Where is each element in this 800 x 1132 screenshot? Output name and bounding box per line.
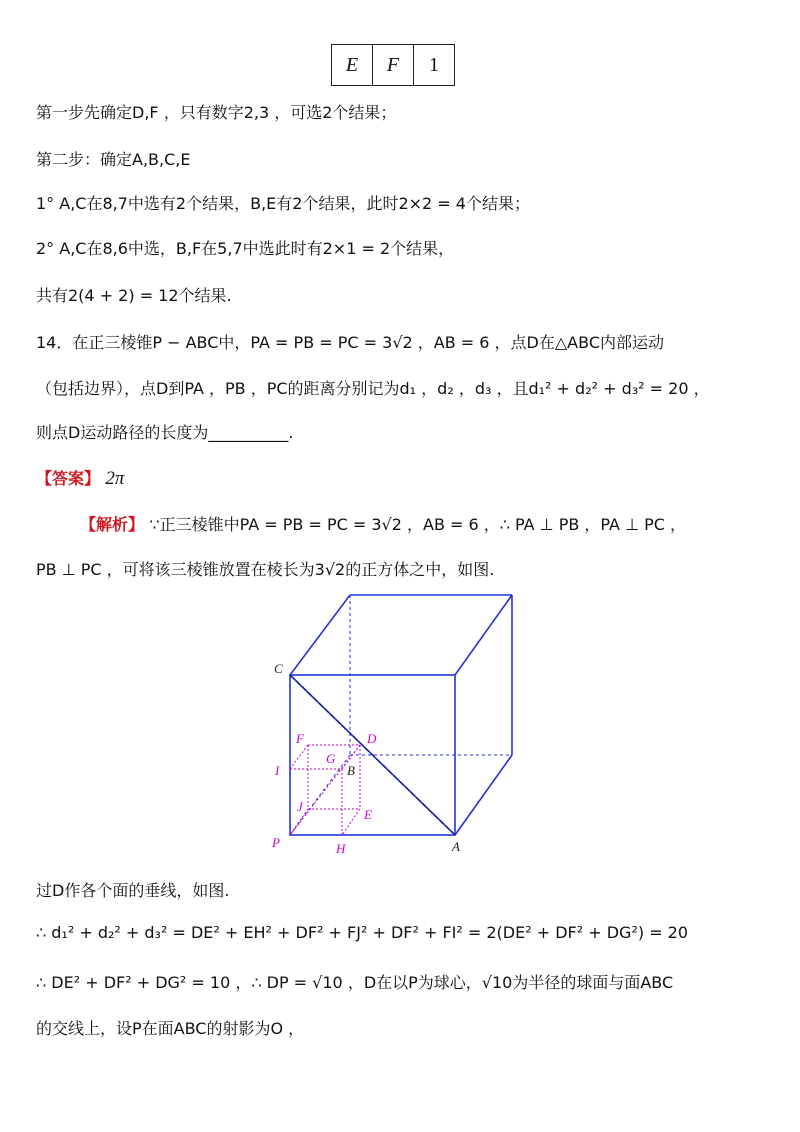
step-one-text: 第一步先确定D,F ，只有数字2,3 ，可选2个结果； <box>36 103 397 122</box>
problem-line-2: （包括边界），点D到PA ，PB ，PC的距离分别记为d₁ ，d₂ ，d₃ ，且d₁² + d₂² + d₃² = 20 ， <box>36 379 710 398</box>
analysis-line-1: ∵正三棱锥中PA = PB = PC = 3√2 ，AB = 6 ，∴ PA ⊥ PB ，PA ⊥ PC ， <box>149 515 687 534</box>
digit-table <box>331 44 455 86</box>
answer-value: 2π <box>105 468 125 489</box>
label-j: J <box>297 799 303 814</box>
case-one-text: 1° A,C在8,7中选有2个结果，B,E有2个结果，此时2×2 = 4个结果； <box>36 194 530 213</box>
table-cell-e: E <box>332 45 373 86</box>
after-line-2: ∴ d₁² + d₂² + d₃² = DE² + EH² + DF² + FJ² + DF² + FI² = 2(DE² + DF² + DG²) = 20 <box>36 923 689 942</box>
cube-figure <box>260 585 540 860</box>
label-h: H <box>336 841 346 856</box>
label-f: F <box>296 731 304 746</box>
analysis-row <box>80 512 686 535</box>
total-text: 共有2(4 + 2) = 12个结果. <box>36 286 232 305</box>
after-line-4: 的交线上，设P在面ABC的射影为O ， <box>36 1019 305 1038</box>
analysis-tag: 【解析】 <box>80 515 145 534</box>
label-d: D <box>367 731 377 746</box>
label-g: G <box>326 751 336 766</box>
case-two-text: 2° A,C在8,6中选，B,F在5,7中选此时有2×1 = 2个结果， <box>36 239 455 258</box>
analysis-line-2: PB ⊥ PC ，可将该三棱锥放置在棱长为3√2的正方体之中，如图. <box>36 560 495 579</box>
answer-row <box>36 466 124 490</box>
answer-tag: 【答案】 <box>36 469 101 488</box>
label-i: I <box>275 763 280 778</box>
problem-line-1: 14．在正三棱锥P − ABC中，PA = PB = PC = 3√2 ，AB = 6 ，点D在△ABC内部运动 <box>36 333 664 352</box>
label-b: B <box>347 763 355 778</box>
table-cell-f: F <box>373 45 414 86</box>
label-e: E <box>364 807 372 822</box>
table-cell-1: 1 <box>414 45 455 86</box>
label-c: C <box>274 661 283 676</box>
problem-line-3: 则点D运动路径的长度为__________. <box>36 423 294 442</box>
step-two-text: 第二步：确定A,B,C,E <box>36 150 191 169</box>
after-line-1: 过D作各个面的垂线，如图. <box>36 881 230 900</box>
after-line-3: ∴ DE² + DF² + DG² = 10 ，∴ DP = √10 ，D在以P为球心，√10为半径的球面与面ABC <box>36 973 674 992</box>
label-p: P <box>272 835 280 850</box>
label-a: A <box>452 839 460 854</box>
